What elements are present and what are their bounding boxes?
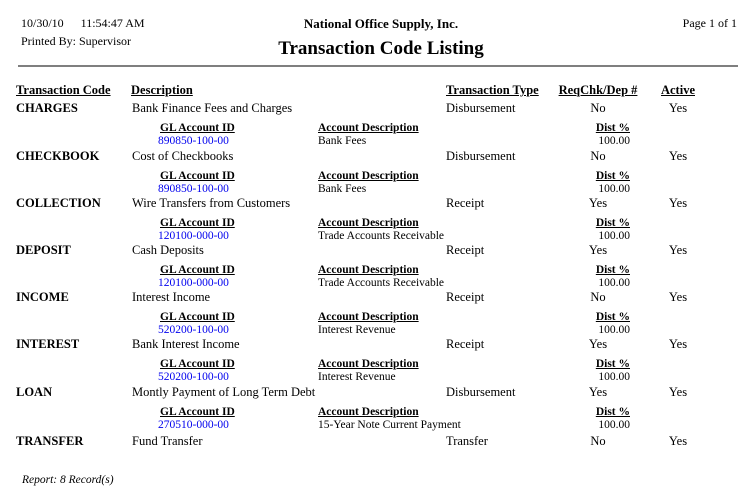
- record-reqchk-dep: Yes: [588, 196, 608, 210]
- record-description: Bank Finance Fees and Charges: [132, 101, 293, 115]
- gl-account-id-link[interactable]: 890850-100-00: [158, 135, 229, 147]
- record-description: Fund Transfer: [132, 434, 203, 448]
- record-active: Yes: [668, 196, 688, 210]
- gl-account-description: Bank Fees: [318, 183, 367, 195]
- gl-account-id-header: GL Account ID: [160, 122, 235, 134]
- gl-account-id-link[interactable]: 520200-100-00: [158, 371, 229, 383]
- record-reqchk-dep: Yes: [588, 243, 608, 257]
- dist-pct-header: Dist %: [595, 406, 630, 418]
- transaction-record: [0, 101, 750, 149]
- account-description-header: Account Description: [318, 170, 419, 182]
- record-code: INCOME: [16, 290, 69, 304]
- gl-account-id-link[interactable]: 270510-000-00: [158, 419, 229, 431]
- record-reqchk-dep: No: [590, 434, 606, 448]
- record-active: Yes: [668, 385, 688, 399]
- dist-pct-header: Dist %: [595, 122, 630, 134]
- gl-account-id-link[interactable]: 120100-000-00: [158, 277, 229, 289]
- transaction-record: [0, 149, 750, 197]
- gl-account-description: Interest Revenue: [318, 324, 396, 336]
- report-date: 10/30/10: [21, 16, 64, 30]
- col-header-transaction-type: Transaction Type: [446, 83, 539, 97]
- gl-account-id-header: GL Account ID: [160, 311, 235, 323]
- dist-pct-header: Dist %: [595, 311, 630, 323]
- record-active: Yes: [668, 434, 688, 448]
- record-code: DEPOSIT: [16, 243, 71, 257]
- record-transaction-type: Receipt: [446, 337, 485, 351]
- account-description-header: Account Description: [318, 217, 419, 229]
- gl-dist-pct: 100.00: [598, 419, 630, 431]
- printed-by: Printed By: Supervisor: [21, 34, 131, 48]
- gl-dist-pct: 100.00: [598, 230, 630, 242]
- gl-dist-pct: 100.00: [598, 277, 630, 289]
- page-number: Page 1 of 1: [682, 16, 737, 30]
- record-reqchk-dep: No: [590, 101, 606, 115]
- record-description: Bank Interest Income: [132, 337, 240, 351]
- record-description: Cash Deposits: [132, 243, 204, 257]
- gl-dist-pct: 100.00: [598, 135, 630, 147]
- record-code: TRANSFER: [16, 434, 84, 448]
- record-transaction-type: Receipt: [446, 290, 485, 304]
- report-title: Transaction Code Listing: [278, 38, 484, 59]
- gl-account-description: Bank Fees: [318, 135, 367, 147]
- transaction-record: [0, 290, 750, 338]
- record-transaction-type: Disbursement: [446, 101, 516, 115]
- gl-account-id-header: GL Account ID: [160, 170, 235, 182]
- record-code: CHECKBOOK: [16, 149, 100, 163]
- col-header-active: Active: [660, 83, 695, 97]
- record-description: Cost of Checkbooks: [132, 149, 234, 163]
- gl-dist-pct: 100.00: [598, 371, 630, 383]
- gl-account-description: Trade Accounts Receivable: [318, 230, 445, 242]
- record-count-footer: Report: 8 Record(s): [22, 474, 114, 486]
- company-name: National Office Supply, Inc.: [303, 16, 459, 31]
- record-transaction-type: Disbursement: [446, 149, 516, 163]
- gl-dist-pct: 100.00: [598, 324, 630, 336]
- transaction-record: [0, 196, 750, 244]
- gl-account-id-link[interactable]: 890850-100-00: [158, 183, 229, 195]
- transaction-record: [0, 337, 750, 385]
- record-transaction-type: Transfer: [446, 434, 488, 448]
- record-code: LOAN: [16, 385, 53, 399]
- record-active: Yes: [668, 243, 688, 257]
- record-reqchk-dep: No: [590, 290, 606, 304]
- record-active: Yes: [668, 101, 688, 115]
- record-description: Montly Payment of Long Term Debt: [132, 385, 316, 399]
- gl-account-id-link[interactable]: 120100-000-00: [158, 230, 229, 242]
- record-reqchk-dep: Yes: [588, 337, 608, 351]
- dist-pct-header: Dist %: [595, 264, 630, 276]
- record-code: INTEREST: [16, 337, 80, 351]
- record-reqchk-dep: Yes: [588, 385, 608, 399]
- transaction-record: [0, 243, 750, 291]
- col-header-transaction-code: Transaction Code: [16, 83, 111, 97]
- record-active: Yes: [668, 337, 688, 351]
- gl-account-id-header: GL Account ID: [160, 406, 235, 418]
- record-transaction-type: Receipt: [446, 243, 485, 257]
- record-active: Yes: [668, 149, 688, 163]
- dist-pct-header: Dist %: [595, 170, 630, 182]
- dist-pct-header: Dist %: [595, 358, 630, 370]
- record-description: Interest Income: [132, 290, 211, 304]
- transaction-record: [0, 385, 750, 433]
- record-code: COLLECTION: [16, 196, 101, 210]
- record-reqchk-dep: No: [590, 149, 606, 163]
- gl-account-id-header: GL Account ID: [160, 264, 235, 276]
- col-header-description: Description: [131, 83, 193, 97]
- dist-pct-header: Dist %: [595, 217, 630, 229]
- account-description-header: Account Description: [318, 358, 419, 370]
- record-code: CHARGES: [16, 101, 78, 115]
- record-transaction-type: Receipt: [446, 196, 485, 210]
- report-time: 11:54:47 AM: [80, 16, 145, 30]
- gl-account-description: Trade Accounts Receivable: [318, 277, 445, 289]
- record-active: Yes: [668, 290, 688, 304]
- account-description-header: Account Description: [318, 264, 419, 276]
- gl-account-description: 15-Year Note Current Payment: [318, 419, 461, 431]
- gl-account-id-header: GL Account ID: [160, 217, 235, 229]
- header-divider: [18, 65, 738, 67]
- record-description: Wire Transfers from Customers: [132, 196, 291, 210]
- account-description-header: Account Description: [318, 311, 419, 323]
- account-description-header: Account Description: [318, 406, 419, 418]
- account-description-header: Account Description: [318, 122, 419, 134]
- gl-account-id-link[interactable]: 520200-100-00: [158, 324, 229, 336]
- col-header-reqchk-dep: ReqChk/Dep #: [558, 83, 638, 97]
- gl-dist-pct: 100.00: [598, 183, 630, 195]
- record-transaction-type: Disbursement: [446, 385, 516, 399]
- gl-account-id-header: GL Account ID: [160, 358, 235, 370]
- gl-account-description: Interest Revenue: [318, 371, 396, 383]
